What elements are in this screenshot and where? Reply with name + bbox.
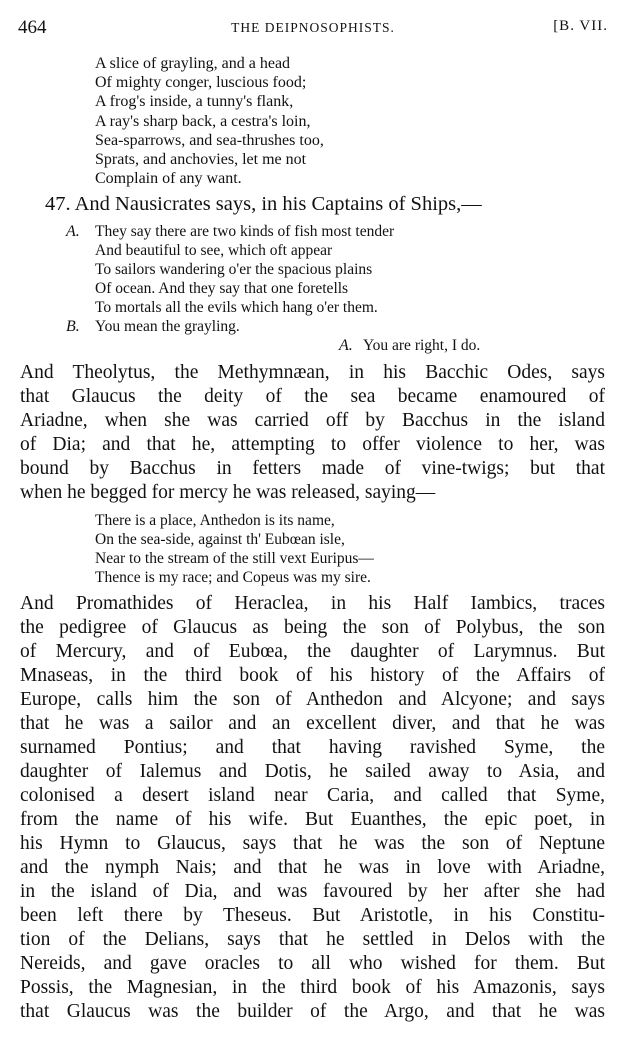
dialogue-line: To sailors wandering o'er the spacious plains xyxy=(95,261,373,278)
dialogue-line: They say there are two kinds of fish most tender xyxy=(95,223,395,240)
prose-line: that Glaucus the deity of the sea became enamoured of xyxy=(20,386,605,407)
verse-line: A frog's inside, a tunny's flank, xyxy=(95,93,294,110)
verse-line: Sea-sparrows, and sea-thrushes too, xyxy=(95,132,324,149)
prose-line: And Promathides of Heraclea, in his Half Iambics, traces xyxy=(20,593,605,614)
verse-line: Sprats, and anchovies, let me not xyxy=(95,151,307,168)
speaker-a-label: A. xyxy=(339,337,353,354)
prose-line: Nereids, and gave oracles to all who wished for them. But xyxy=(20,953,605,974)
book-marker: [B. VII. xyxy=(553,18,608,34)
prose-line: surnamed Pontius; and that having ravished Syme, the xyxy=(20,737,605,758)
dialogue-line: And beautiful to see, which oft appear xyxy=(95,242,333,259)
prose-line: that he was a sailor and an excellent diver, and that he was xyxy=(20,713,605,734)
verse-line: A slice of grayling, and a head xyxy=(95,55,291,72)
verse-line: There is a place, Anthedon is its name, xyxy=(95,512,335,529)
page-number: 464 xyxy=(18,17,47,38)
prose-line: in the island of Dia, and was favoured by her after she had xyxy=(20,881,605,902)
verse-line: A ray's sharp back, a cestra's loin, xyxy=(95,113,311,130)
prose-line: the pedigree of Glaucus as being the son of Polybus, the son xyxy=(20,617,605,638)
prose-line: Europe, calls him the son of Anthedon and Alcyone; and says xyxy=(20,689,605,710)
prose-line: Possis, the Magnesian, in the third book of his Amazonis, says xyxy=(20,977,605,998)
prose-line: from the name of his wife. But Euanthes, the epic poet, in xyxy=(20,809,605,830)
page-header xyxy=(18,17,608,41)
prose-line: And Theolytus, the Methymnæan, in his Bacchic Odes, says xyxy=(20,362,605,383)
prose-line: of Dia; and that he, attempting to offer violence to her, was xyxy=(20,434,605,455)
dialogue-line: You mean the grayling. xyxy=(95,318,240,335)
prose-line: and the nymph Nais; and that he was in love with Ariadne, xyxy=(20,857,605,878)
prose-line: been left there by Theseus. But Aristotle, in his Constitu- xyxy=(20,905,605,926)
prose-line: when he begged for mercy he was released, saying— xyxy=(20,482,436,503)
dialogue-line: Of ocean. And they say that one foretells xyxy=(95,280,349,297)
running-title: THE DEIPNOSOPHISTS. xyxy=(231,20,395,35)
prose-line: his Hymn to Glaucus, says that he was the son of Neptune xyxy=(20,833,605,854)
dialogue-line: You are right, I do. xyxy=(363,337,481,354)
speaker-b-label: B. xyxy=(66,318,80,335)
verse-line: Of mighty conger, luscious food; xyxy=(95,74,307,91)
verse-line: Thence is my race; and Copeus was my sire. xyxy=(95,569,371,586)
prose-line: bound by Bacchus in fetters made of vine-twigs; but that xyxy=(20,458,605,479)
prose-line: daughter of Ialemus and Dotis, he sailed away to Asia, and xyxy=(20,761,605,782)
dialogue-line: To mortals all the evils which hang o'er them. xyxy=(95,299,378,316)
prose-line: colonised a desert island near Caria, and called that Syme, xyxy=(20,785,605,806)
prose-line: tion of the Delians, says that he settled in Delos with the xyxy=(20,929,605,950)
prose-line: Ariadne, when she was carried off by Bacchus in the island xyxy=(20,410,605,431)
speaker-a-label: A. xyxy=(66,223,80,240)
verse-line: Near to the stream of the still vext Euripus— xyxy=(95,550,374,567)
prose-line: that Glaucus was the builder of the Argo, and that he was xyxy=(20,1001,605,1022)
prose-line: Mnaseas, in the third book of his history of the Affairs of xyxy=(20,665,605,686)
verse-line: On the sea-side, against th' Eubœan isle, xyxy=(95,531,345,548)
verse-line: Complain of any want. xyxy=(95,170,242,187)
section-heading-47: 47. And Nausicrates says, in his Captains of Ships,— xyxy=(45,193,482,215)
prose-line: of Mercury, and of Eubœa, the daughter of Larymnus. But xyxy=(20,641,605,662)
